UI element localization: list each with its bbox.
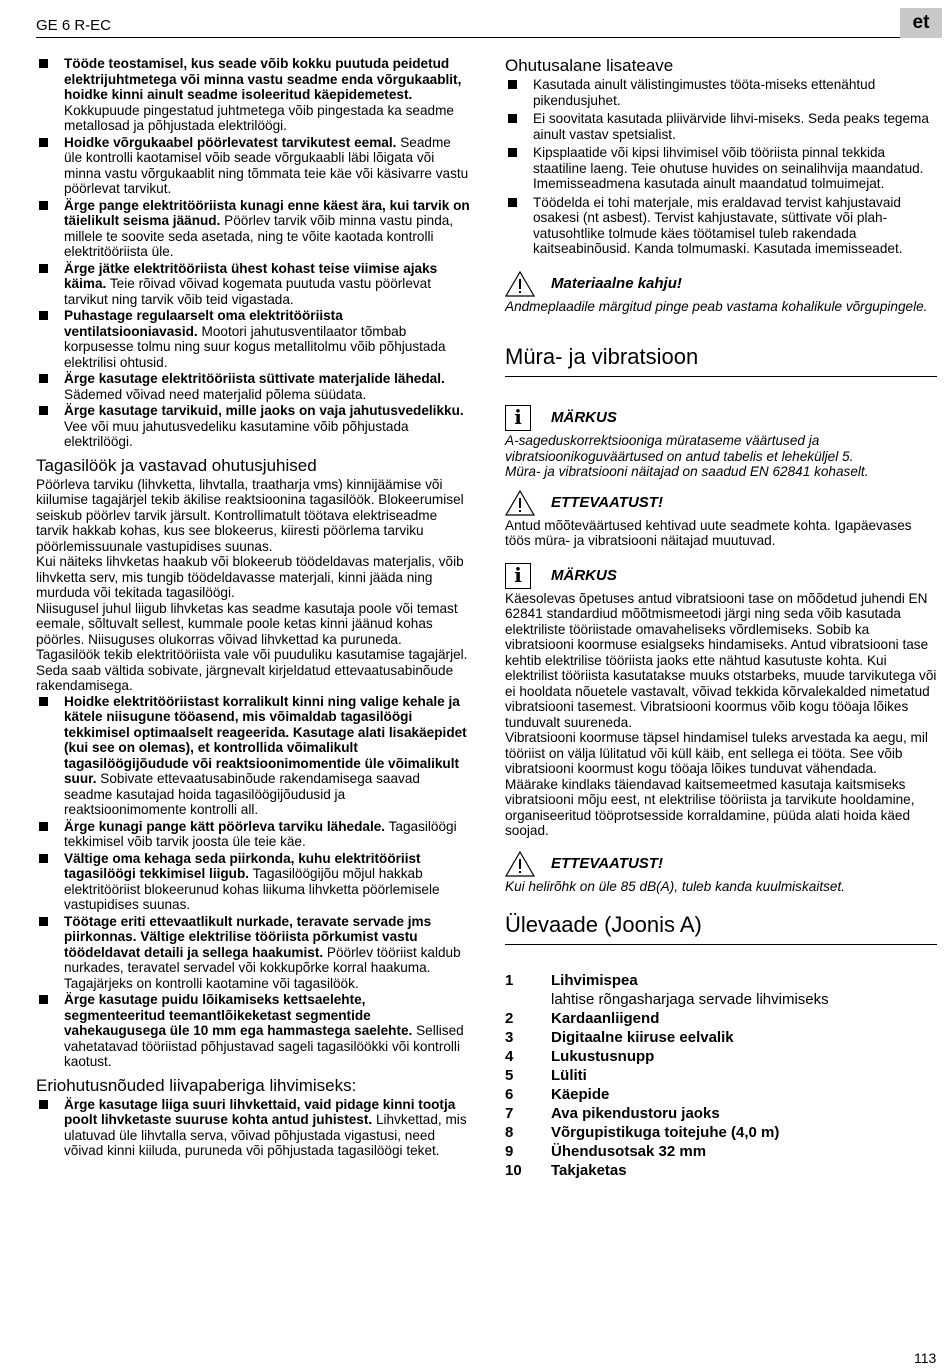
bullet-bold: Hoidke võrgukaabel pöörlevatest tarvikutest eemal. bbox=[64, 134, 397, 150]
overview-item-sublabel: lahtise rõngasharjaga servade lihvimiseks bbox=[551, 991, 829, 1008]
overview-list bbox=[505, 971, 937, 1180]
overview-item-label: Lihvimispea bbox=[551, 972, 638, 989]
header-rule bbox=[36, 37, 900, 38]
sanding-heading-text: Eriohutusnõuded liivapaberiga lihvimiseks bbox=[36, 1075, 352, 1095]
bullet-item bbox=[36, 992, 470, 1070]
overview-item-number: 9 bbox=[505, 1143, 514, 1160]
bullet-square-icon bbox=[508, 80, 517, 89]
bullet-text: Ei soovitata kasutada pliivärvide lihvi-miseks. Seda peaks tegema ainult vastav spetsialist. bbox=[533, 111, 929, 142]
overview-item-number: 8 bbox=[505, 1124, 514, 1141]
bullet-square-icon bbox=[39, 697, 48, 706]
bullet-square-icon bbox=[39, 917, 48, 926]
bullet-bold: Hoidke elektritööriistast korralikult kinni ning valige kehale ja kätele niisugune tööasend, mis võimaldab tagasilöögi tekkimisel optimaalselt reageerida. Kasutage alati lisakäepidet (kui see on olemas), et kontrollida võimalikult tagasilöögijõudude või reaktsioonimomentide üle võimalikult suur. bbox=[64, 693, 467, 786]
bullet-text: Sädemed võivad need materjalid põlema süüdata. bbox=[64, 386, 367, 402]
overview-heading: Ülevaade (Joonis A) bbox=[505, 912, 937, 945]
paragraph: Määrake kindlaks täiendavad kaitsemeetmed kasutaja kaitsmiseks vibratsiooni mõju eest, nt elektrilise tööriista ja tarvikute hooldamine, organiseeritud tööprotsesside korraldamine, püüda alati hoida käed soojad. bbox=[505, 776, 915, 838]
overview-item-label: Käepide bbox=[551, 1086, 610, 1103]
kickback-heading: Tagasilöök ja vastavad ohutusjuhised bbox=[36, 455, 317, 475]
right-column bbox=[505, 56, 937, 1180]
paragraph: Pöörleva tarviku (lihvketta, lihvtalla, traatharja vms) kinnijäämise või kiilumise tagajärjel tekib äkilise reaktsioonina tagasilöök. Blokeerumisel seiskub pöörlev tarvik järsult. Kontrollimatult töötava elektriseadme tarvik hakkab kohas, kus see blokeerus, kiiresti pöörlema tarviku pöörlemissuunale vastupidises suunas. bbox=[36, 476, 464, 554]
caution2-label: ETTEVAATUST! bbox=[551, 854, 663, 872]
bullet-item bbox=[36, 371, 470, 402]
overview-item bbox=[505, 971, 937, 1009]
bullet-item bbox=[36, 308, 470, 370]
note1-text2: Müra- ja vibratsiooni näitajad on saadud EN 62841 kohaselt. bbox=[505, 464, 869, 479]
material-warning bbox=[505, 269, 937, 299]
overview-item-label: Kardaanliigend bbox=[551, 1010, 660, 1027]
overview-item bbox=[505, 1009, 937, 1028]
overview-item bbox=[505, 1047, 937, 1066]
note1-text: A-sageduskorrektsiooniga mürataseme väärtused ja vibratsioonikoguväärtused on antud tabelis et leheküljel 5. bbox=[505, 433, 854, 464]
bullet-text: Töödelda ei tohi materjale, mis eraldavad tervist kahjustavaid osakesi (nt asbest). Tervist kahjustavate, süttivate või plah-vatusohtlike tolmude käes töötamisel tuleb rakendada kaitseabinõusid. Kanda tolmumaski. Kasutada imemisseadet. bbox=[533, 194, 903, 256]
bullet-square-icon bbox=[39, 1100, 48, 1109]
bullet-item bbox=[505, 111, 937, 142]
bullet-text: Vee või muu jahutusvedeliku kasutamine võib põhjustada elektrilöögi. bbox=[64, 418, 409, 449]
note2 bbox=[505, 561, 937, 591]
bullet-bold: Ärge kunagi pange kätt pöörleva tarviku lähedale. bbox=[64, 818, 386, 834]
bullet-square-icon bbox=[39, 138, 48, 147]
bullet-item bbox=[36, 198, 470, 260]
note1-label: MÄRKUS bbox=[551, 409, 617, 427]
bullet-square-icon bbox=[39, 854, 48, 863]
sanding-bullets bbox=[36, 1097, 470, 1159]
kickback-bullets bbox=[36, 694, 470, 1070]
bullet-bold: Puhastage regulaarselt oma elektritööriista ventilatsiooniavasid. bbox=[64, 308, 343, 339]
paragraph: Tagasilöök tekib elektritööriista vale või puuduliku kasutamise tagajärjel. Seda saab vältida sobivate, järgnevalt kirjeldatud ettevaatusabinõude rakendamisega. bbox=[36, 647, 468, 693]
bullet-item bbox=[36, 403, 470, 450]
overview-item bbox=[505, 1142, 937, 1161]
bullet-text: Lihvkettad, mis ulatuvad üle lihvtalla serva, võivad põhjustada vigastusi, need võivad kinni kiiluda, puruneda või põhjustada tagasilöögi teket. bbox=[64, 1112, 467, 1158]
bullet-item bbox=[505, 145, 937, 192]
bullet-item bbox=[505, 195, 937, 257]
note2-text bbox=[505, 591, 937, 839]
bullet-text: Kasutada ainult välistingimustes tööta-miseks ettenähtud pikendusjuhet. bbox=[533, 77, 876, 108]
bullet-text: Sellised vahetatavad tööriistad põhjustavad sageli tagasilöökki või kontrolli kaotust. bbox=[64, 1023, 464, 1069]
sanding-heading bbox=[36, 1076, 470, 1095]
bullet-bold: Töötage eriti ettevaatlikult nurkade, teravate servade jms piirkonnas. Vältige elektrilise tööriista põrkumist vastu töödeldavat detaili ja sellega haakumist. bbox=[64, 913, 432, 960]
bullet-bold: Ärge kasutage liiga suuri lihvkettaid, vaid pidage kinni tootja poolt lihvketaste suuruse kohta antud juhistest. bbox=[64, 1096, 456, 1127]
bullet-bold: Ärge kasutage puidu lõikamiseks kettsaelehte, segmenteeritud teemantlõikeketast segmentide vahekaugusega üle 10 mm ega hammastega saelehte. bbox=[64, 992, 413, 1038]
caution1-text: Antud mõõteväärtused kehtivad uute seadmete kohta. Igapäevases töös müra- ja vibratsiooni näitajad muutuvad. bbox=[505, 517, 912, 548]
bullet-item bbox=[36, 261, 470, 308]
overview-item-number: 10 bbox=[505, 1162, 522, 1179]
safety-bullets-additional bbox=[505, 77, 937, 257]
caution1-label: ETTEVAATUST! bbox=[551, 493, 663, 511]
overview-item-label: Võrgupistikuga toitejuhe (4,0 m) bbox=[551, 1124, 780, 1141]
overview-item-number: 1 bbox=[505, 972, 514, 989]
bullet-item bbox=[505, 77, 937, 108]
bullet-square-icon bbox=[508, 114, 517, 123]
bullet-text: Pöörlev tööriist kaldub nurkades, teravatel servadel või kokkupõrke korral haakuma. Tagajärjeks on kontrolli kaotamine või tagasilöök. bbox=[64, 944, 461, 991]
bullet-bold: Vältige oma kehaga seda piirkonda, kuhu elektritööriist tagasilöögi tekkimisel liigub. bbox=[64, 850, 421, 881]
paragraph: Niisugusel juhul liigub lihvketas kas seadme kasutaja poole või temast eemale, sõltuvalt sellest, kummale poole ketas kinni jäänud kohas pöörles. Niisuguses olukorras võivad lihvkettad ka puruneda. bbox=[36, 600, 458, 647]
bullet-square-icon bbox=[39, 995, 48, 1004]
overview-item bbox=[505, 1066, 937, 1085]
caution2 bbox=[505, 849, 937, 879]
overview-item-number: 7 bbox=[505, 1105, 514, 1122]
bullet-square-icon bbox=[508, 198, 517, 207]
overview-item-number: 6 bbox=[505, 1086, 514, 1103]
overview-item-label: Ava pikendustoru jaoks bbox=[551, 1105, 720, 1122]
paragraph: Vibratsiooni koormuse täpsel hindamisel tuleks arvestada ka aegu, mil tööriist on välja lülitatud või küll käib, ent sellega ei tööta. See võib vibratsiooni koormust kogu tööaja lõikes tunduvat vähendada. bbox=[505, 730, 928, 776]
bullet-text: Sobivate ettevaatusabinõude rakendamisega saavad seadme kasutajad hoida tagasilöögijõudusid ja reaktsioonimomente kontrolli all. bbox=[64, 771, 420, 817]
overview-item-number: 3 bbox=[505, 1029, 514, 1046]
bullet-text: Seadme üle kontrolli kaotamisel võib seade võrgukaabli läbi lõigata või minna vastu võrgukaablit ning tõmmata teie käe või käsivarre vastu pöörlevat tarvikut. bbox=[64, 134, 469, 196]
material-warning-text: Andmeplaadile märgitud pinge peab vastama kohalikule võrgupingele. bbox=[505, 298, 928, 314]
warning-icon bbox=[505, 851, 551, 877]
overview-item-label: Lukustusnupp bbox=[551, 1048, 655, 1065]
overview-item bbox=[505, 1161, 937, 1180]
bullet-bold: Ärge jätke elektritööriista ühest kohast teise viimise ajaks käima. bbox=[64, 260, 438, 291]
bullet-bold: Tööde teostamisel, kus seade võib kokku puutuda peidetud elektrijuhtmetega või minna vastu seadme enda võrgukaablit, hoidke kinni ainult seadme isoleeritud käepidemetest. bbox=[64, 56, 462, 102]
bullet-item bbox=[36, 56, 470, 134]
bullet-text: Tagasilöögijõu mõjul hakkab elektritööriist blokeerunud kohas liikuma lihvketta pöörlemisele vastupidises suunas. bbox=[64, 866, 440, 912]
noise-heading: Müra- ja vibratsioon bbox=[505, 344, 937, 377]
bullet-bold: Ärge kasutage tarvikuid, mille jaoks on vaja jahutusvedelikku. bbox=[64, 403, 464, 418]
kickback-text bbox=[36, 477, 470, 694]
bullet-item bbox=[36, 819, 470, 850]
bullet-square-icon bbox=[508, 148, 517, 157]
page-number: 113 bbox=[914, 1350, 937, 1366]
bullet-text: Pöörlev tarvik võib minna vastu pinda, millele te soovite seda asetada, ning te võite kaotada kontrolli elektritööriista üle. bbox=[64, 213, 454, 259]
bullet-square-icon bbox=[39, 201, 48, 210]
bullet-bold: Ärge kasutage elektritööriista süttivate materjalide lähedal. bbox=[64, 371, 445, 386]
overview-item-number: 5 bbox=[505, 1067, 514, 1084]
info-icon: i bbox=[505, 563, 531, 589]
overview-item-number: 4 bbox=[505, 1048, 514, 1065]
overview-item bbox=[505, 1104, 937, 1123]
warning-icon bbox=[505, 271, 551, 297]
safety-heading: Ohutusalane lisateave bbox=[505, 56, 674, 75]
note2-label: MÄRKUS bbox=[551, 566, 617, 584]
bullet-text: Teie rõivad võivad kogemata puutuda vastu pöörlevat tarvikut ning tarvik võib teid vigastada. bbox=[64, 276, 432, 307]
overview-item bbox=[505, 1085, 937, 1104]
sanding-heading-colon: : bbox=[351, 1075, 357, 1095]
bullet-square-icon bbox=[39, 264, 48, 273]
bullet-item bbox=[36, 1097, 470, 1159]
left-column bbox=[36, 56, 470, 1160]
note1 bbox=[505, 403, 937, 433]
bullet-text: Mootori jahutusventilaator tõmbab korpusesse tolmu ning suur kogus metallitolmu võib põhjustada elektrilisi ohtusid. bbox=[64, 323, 446, 370]
overview-item-label: Takjaketas bbox=[551, 1162, 627, 1179]
bullet-text: Kipsplaatide või kipsi lihvimisel võib tööriista pinnal tekkida staatiline laeng. Teie ohutuse huvides on seinalihvija maandatud. Imemisseadmena kasutada ainult maandatud tolmuimejat. bbox=[533, 145, 924, 191]
bullet-item bbox=[36, 694, 470, 818]
bullet-item bbox=[36, 914, 470, 992]
overview-item-label: Ühendusotsak 32 mm bbox=[551, 1143, 707, 1160]
bullet-text: Tagasilöögi tekkimisel võib tarvik joosta üle teie käe. bbox=[64, 818, 457, 849]
bullet-square-icon bbox=[39, 374, 48, 383]
paragraph: Käesolevas õpetuses antud vibratsiooni tase on mõõdetud juhendi EN 62841 standardiud mõõtmismeetodi järgi ning seda võib kasutada elektriliste tööriistade omavaheliseks võrdlemiseks. Sobib ka vibratsiooni koormuse esialgseks hindamiseks. Antud vibratsiooni tase kehtib elektrilise tööriista jaoks ette nähtud kasutuste kohta. Kui elektrilist tööriista kasutatakse muuks otstarbeks, muude tarvikutega või ei hooldata nõuetele vastavalt, võivad tekkida kõrvalekalded nimetatud vibratsiooni tasemest. Vibratsiooni koormus võib kogu tööaja lõikes tunduvalt suureneda. bbox=[505, 590, 937, 730]
info-icon: i bbox=[505, 405, 531, 431]
safety-bullets-general bbox=[36, 56, 470, 450]
caution1 bbox=[505, 488, 937, 518]
caution2-text: Kui helirõhk on üle 85 dB(A), tuleb kanda kuulmiskaitset. bbox=[505, 878, 846, 894]
language-badge: et bbox=[900, 8, 942, 38]
warning-icon bbox=[505, 490, 551, 516]
overview-item-label: Digitaalne kiiruse eelvalik bbox=[551, 1029, 734, 1046]
bullet-square-icon bbox=[39, 59, 48, 68]
material-warning-label: Materiaalne kahju! bbox=[551, 274, 682, 292]
bullet-square-icon bbox=[39, 311, 48, 320]
overview-item bbox=[505, 1123, 937, 1142]
bullet-bold: Ärge pange elektritööriista kunagi enne käest ära, kui tarvik on täielikult seisma jäänud. bbox=[64, 197, 470, 228]
overview-item-number: 2 bbox=[505, 1010, 514, 1027]
overview-item-label: Lüliti bbox=[551, 1067, 587, 1084]
bullet-square-icon bbox=[39, 822, 48, 831]
bullet-square-icon bbox=[39, 406, 48, 415]
bullet-text: Kokkupuude pingestatud juhtmetega võib pingestada ka seadme metallosad ja põhjustada elektrilöögi. bbox=[64, 102, 454, 133]
overview-item bbox=[505, 1028, 937, 1047]
header-model: GE 6 R-EC bbox=[36, 17, 112, 34]
bullet-item bbox=[36, 851, 470, 913]
bullet-item bbox=[36, 135, 470, 197]
paragraph: Kui näiteks lihvketas haakub või blokeerub töödeldavas materjalis, võib lihvketta serv, mis tungib töödeldavasse materjali, kinni jääda ning murduda või tekitada tagasilöögi. bbox=[36, 554, 464, 600]
